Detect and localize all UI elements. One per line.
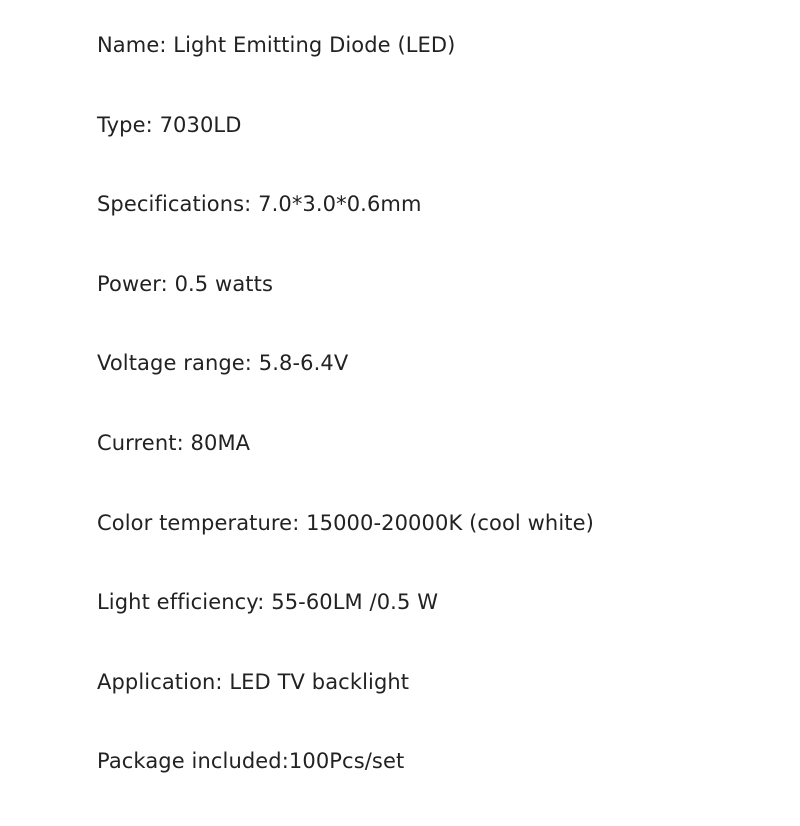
spec-color-temperature: Color temperature: 15000-20000K (cool white)	[97, 510, 594, 535]
spec-current: Current: 80MA	[97, 430, 251, 455]
spec-name: Name: Light Emitting Diode (LED)	[97, 33, 456, 57]
spec-power: Power: 0.5 watts	[97, 271, 273, 296]
spec-specifications: Specifications: 7.0*3.0*0.6mm	[97, 192, 422, 217]
spec-voltage-range: Voltage range: 5.8-6.4V	[97, 351, 349, 376]
spec-type: Type: 7030LD	[97, 112, 242, 137]
spec-package-included: Package included:100Pcs/set	[97, 749, 405, 774]
spec-light-efficiency: Light efficiency: 55-60LM /0.5 W	[97, 590, 439, 615]
product-spec-list	[97, 30, 777, 826]
spec-application: Application: LED TV backlight	[97, 669, 410, 694]
